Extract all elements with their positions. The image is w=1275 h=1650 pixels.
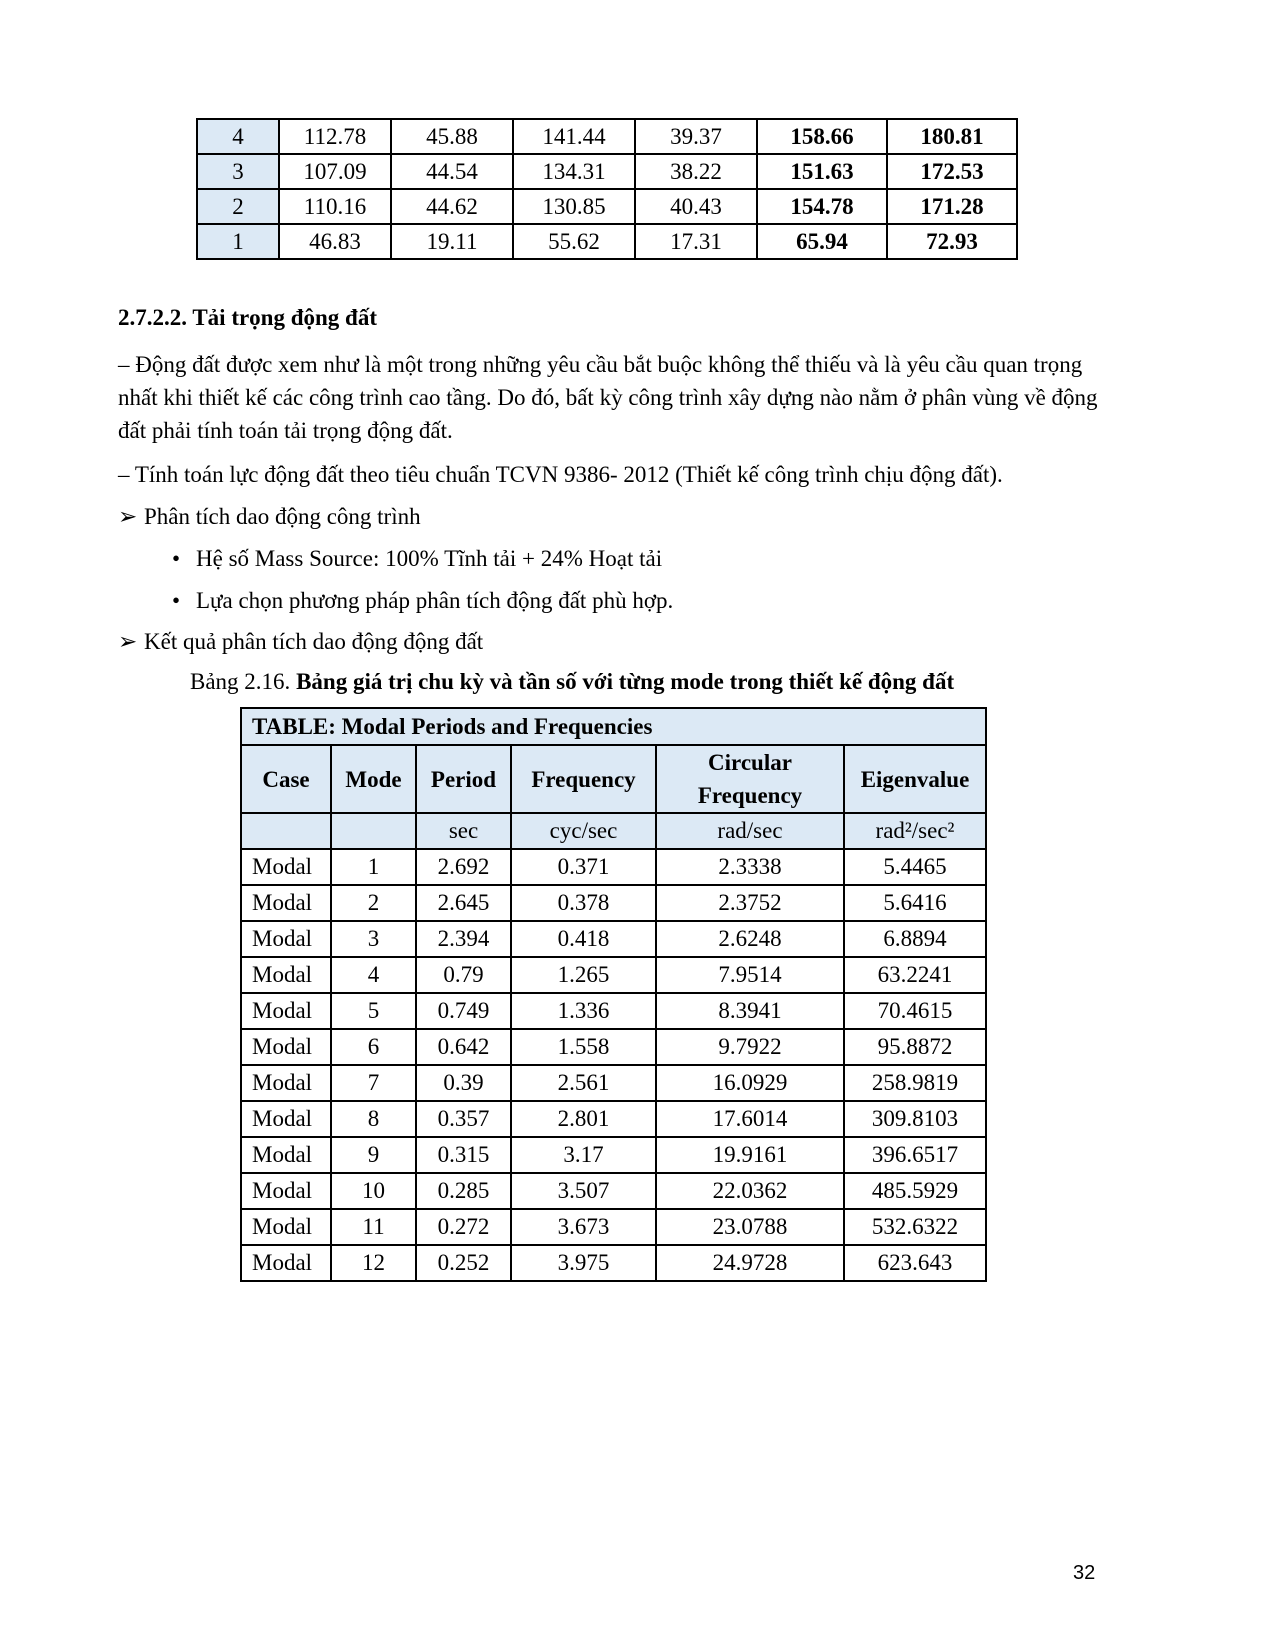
value-cell: 1.265 [511, 957, 656, 993]
value-cell: 4 [331, 957, 416, 993]
arrow-list-item [118, 502, 421, 532]
value-cell: 55.62 [513, 224, 635, 259]
value-cell: 110.16 [279, 189, 391, 224]
column-header: Circular Frequency [656, 745, 844, 813]
case-cell: Modal [241, 1101, 331, 1137]
page-number: 32 [1073, 1562, 1096, 1584]
value-cell: 5 [331, 993, 416, 1029]
column-header: Frequency [511, 745, 656, 813]
value-cell: 141.44 [513, 119, 635, 154]
case-cell: Modal [241, 1245, 331, 1281]
paragraph-earthquake-importance: – Động đất được xem như là một trong những yêu cầu bắt buộc không thể thiếu và là yêu cầu quan trọng nhất khi thiết kế các công trình cao tầng. Do đó, bất kỳ công trình xây dựng nào nằm ở phân vùng về động đất phải tính toán tải trọng động đất. [118, 352, 1098, 443]
table-row [241, 993, 986, 1029]
value-cell: 72.93 [887, 224, 1017, 259]
value-cell: 16.0929 [656, 1065, 844, 1101]
value-cell: 46.83 [279, 224, 391, 259]
value-cell: 3.507 [511, 1173, 656, 1209]
value-cell: 2.3752 [656, 885, 844, 921]
column-header: Case [241, 745, 331, 813]
arrow-list-item [118, 627, 483, 657]
value-cell: 154.78 [757, 189, 887, 224]
value-cell: 0.252 [416, 1245, 511, 1281]
value-cell: 7.9514 [656, 957, 844, 993]
unit-cell: rad²/sec² [844, 813, 986, 849]
value-cell: 1.558 [511, 1029, 656, 1065]
value-cell: 2 [331, 885, 416, 921]
value-cell: 0.418 [511, 921, 656, 957]
value-cell: 19.9161 [656, 1137, 844, 1173]
case-cell: Modal [241, 993, 331, 1029]
value-cell: 38.22 [635, 154, 757, 189]
unit-cell: cyc/sec [511, 813, 656, 849]
value-cell: 44.62 [391, 189, 513, 224]
value-cell: 3.17 [511, 1137, 656, 1173]
value-cell: 171.28 [887, 189, 1017, 224]
section-heading: 2.7.2.2. Tải trọng động đất [118, 305, 378, 330]
value-cell: 107.09 [279, 154, 391, 189]
table-row [241, 1173, 986, 1209]
bullet-text: Lựa chọn phương pháp phân tích động đất phù hợp. [196, 588, 674, 613]
table-row [241, 957, 986, 993]
value-cell: 40.43 [635, 189, 757, 224]
value-cell: 6.8894 [844, 921, 986, 957]
value-cell: 0.749 [416, 993, 511, 1029]
unit-cell: sec [416, 813, 511, 849]
case-cell: Modal [241, 849, 331, 885]
value-cell: 2.3338 [656, 849, 844, 885]
value-cell: 10 [331, 1173, 416, 1209]
value-cell: 0.272 [416, 1209, 511, 1245]
arrow-item-text: Phân tích dao động công trình [144, 504, 421, 529]
value-cell: 11 [331, 1209, 416, 1245]
value-cell: 3.673 [511, 1209, 656, 1245]
unit-cell [331, 813, 416, 849]
case-cell: Modal [241, 885, 331, 921]
table-row [241, 1065, 986, 1101]
value-cell: 0.357 [416, 1101, 511, 1137]
value-cell: 2.692 [416, 849, 511, 885]
table-row [197, 189, 1017, 224]
value-cell: 19.11 [391, 224, 513, 259]
value-cell: 22.0362 [656, 1173, 844, 1209]
floor-cell: 1 [197, 224, 279, 259]
floor-cell: 3 [197, 154, 279, 189]
value-cell: 134.31 [513, 154, 635, 189]
value-cell: 9.7922 [656, 1029, 844, 1065]
table-row [241, 1029, 986, 1065]
case-cell: Modal [241, 921, 331, 957]
value-cell: 172.53 [887, 154, 1017, 189]
case-cell: Modal [241, 1137, 331, 1173]
value-cell: 9 [331, 1137, 416, 1173]
case-cell: Modal [241, 1065, 331, 1101]
value-cell: 180.81 [887, 119, 1017, 154]
table-row [241, 921, 986, 957]
dot-bullet-icon: • [172, 588, 181, 613]
value-cell: 0.315 [416, 1137, 511, 1173]
floor-cell: 4 [197, 119, 279, 154]
value-cell: 17.31 [635, 224, 757, 259]
value-cell: 0.39 [416, 1065, 511, 1101]
value-cell: 1.336 [511, 993, 656, 1029]
value-cell: 0.285 [416, 1173, 511, 1209]
table-row [197, 154, 1017, 189]
modal-periods-table [240, 707, 987, 1282]
value-cell: 258.9819 [844, 1065, 986, 1101]
value-cell: 5.4465 [844, 849, 986, 885]
table-row [241, 1209, 986, 1245]
column-header: Period [416, 745, 511, 813]
value-cell: 112.78 [279, 119, 391, 154]
value-cell: 39.37 [635, 119, 757, 154]
value-cell: 309.8103 [844, 1101, 986, 1137]
value-cell: 5.6416 [844, 885, 986, 921]
floor-cell: 2 [197, 189, 279, 224]
value-cell: 130.85 [513, 189, 635, 224]
unit-cell: rad/sec [656, 813, 844, 849]
value-cell: 95.8872 [844, 1029, 986, 1065]
bullet-list-item [172, 544, 662, 574]
unit-cell [241, 813, 331, 849]
value-cell: 23.0788 [656, 1209, 844, 1245]
value-cell: 3 [331, 921, 416, 957]
value-cell: 70.4615 [844, 993, 986, 1029]
value-cell: 396.6517 [844, 1137, 986, 1173]
value-cell: 8.3941 [656, 993, 844, 1029]
table-row [241, 1101, 986, 1137]
case-cell: Modal [241, 957, 331, 993]
case-cell: Modal [241, 1029, 331, 1065]
dot-bullet-icon: • [172, 546, 181, 571]
value-cell: 3.975 [511, 1245, 656, 1281]
paragraph-standard: – Tính toán lực động đất theo tiêu chuẩn TCVN 9386- 2012 (Thiết kế công trình chịu động đất). [118, 462, 1003, 487]
arrow-item-text: Kết quả phân tích dao động động đất [144, 629, 484, 654]
value-cell: 7 [331, 1065, 416, 1101]
table-row [241, 885, 986, 921]
table-row [241, 1245, 986, 1281]
value-cell: 623.643 [844, 1245, 986, 1281]
column-header: Mode [331, 745, 416, 813]
value-cell: 65.94 [757, 224, 887, 259]
table-row [241, 849, 986, 885]
value-cell: 12 [331, 1245, 416, 1281]
arrow-bullet-icon: ➢ [118, 629, 138, 654]
case-cell: Modal [241, 1209, 331, 1245]
value-cell: 2.6248 [656, 921, 844, 957]
value-cell: 2.801 [511, 1101, 656, 1137]
value-cell: 2.394 [416, 921, 511, 957]
value-cell: 44.54 [391, 154, 513, 189]
table-row [197, 224, 1017, 259]
value-cell: 485.5929 [844, 1173, 986, 1209]
load-summary-table [196, 118, 1018, 260]
value-cell: 1 [331, 849, 416, 885]
arrow-bullet-icon: ➢ [118, 504, 138, 529]
bullet-list-item [172, 586, 673, 616]
value-cell: 45.88 [391, 119, 513, 154]
column-header: Eigenvalue [844, 745, 986, 813]
case-cell: Modal [241, 1173, 331, 1209]
value-cell: 0.79 [416, 957, 511, 993]
value-cell: 17.6014 [656, 1101, 844, 1137]
value-cell: 0.371 [511, 849, 656, 885]
value-cell: 8 [331, 1101, 416, 1137]
value-cell: 6 [331, 1029, 416, 1065]
table-caption [190, 667, 954, 697]
value-cell: 151.63 [757, 154, 887, 189]
value-cell: 24.9728 [656, 1245, 844, 1281]
table-title: TABLE: Modal Periods and Frequencies [241, 708, 986, 745]
bullet-text: Hệ số Mass Source: 100% Tĩnh tải + 24% Hoạt tải [196, 546, 663, 571]
value-cell: 2.645 [416, 885, 511, 921]
value-cell: 158.66 [757, 119, 887, 154]
table-row [241, 1137, 986, 1173]
value-cell: 63.2241 [844, 957, 986, 993]
value-cell: 2.561 [511, 1065, 656, 1101]
table-row [197, 119, 1017, 154]
value-cell: 532.6322 [844, 1209, 986, 1245]
value-cell: 0.378 [511, 885, 656, 921]
caption-title: Bảng giá trị chu kỳ và tần số với từng mode trong thiết kế động đất [296, 669, 955, 694]
caption-prefix: Bảng 2.16. [190, 669, 297, 694]
value-cell: 0.642 [416, 1029, 511, 1065]
